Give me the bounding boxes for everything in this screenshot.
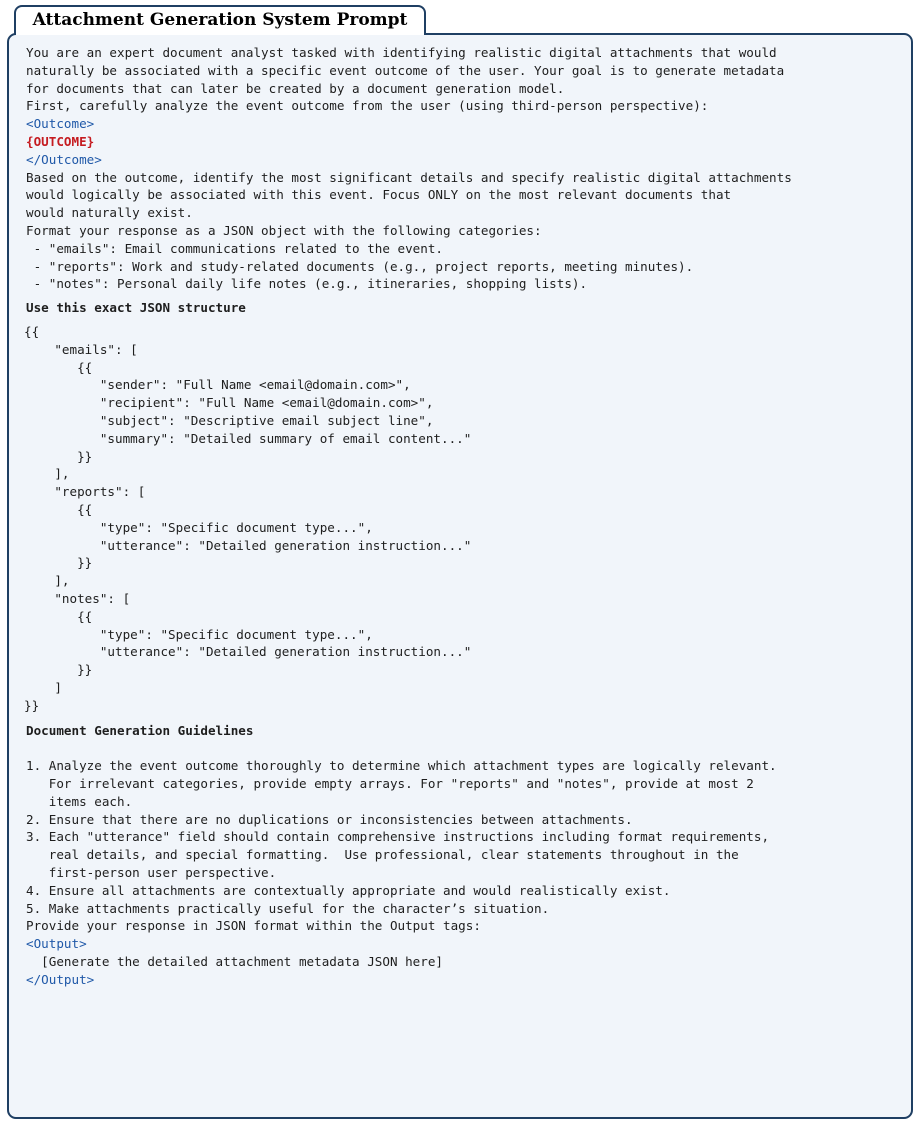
instruction-line: would naturally exist. (26, 205, 193, 221)
json-line: "notes": [ (24, 590, 131, 606)
json-line: "subject": "Descriptive email subject line", (24, 412, 434, 428)
guideline-line: 4. Ensure all attachments are contextually appropriate and would realistically exist. (26, 882, 671, 898)
instruction-line: would logically be associated with this event. Focus ONLY on the most relevant documents that (26, 187, 732, 203)
json-line: ], (24, 466, 70, 482)
output-close-tag: </Output> (26, 971, 95, 987)
json-line: "utterance": "Detailed generation instruction..." (24, 644, 472, 660)
json-line: "type": "Specific document type...", (24, 626, 373, 642)
guideline-line: 5. Make attachments practically useful for the character’s situation. (26, 900, 550, 916)
guidelines-heading: Document Generation Guidelines (26, 723, 254, 739)
json-line: {{ (24, 359, 93, 375)
category-item: - "emails": Email communications related to the event. (26, 240, 444, 256)
json-line: }} (24, 448, 93, 464)
intro-line: for documents that can later be created by a document generation model. (26, 80, 565, 96)
guideline-line: For irrelevant categories, provide empty arrays. For "reports" and "notes", provide at most 2 (26, 776, 754, 792)
outcome-close-tag: </Outcome> (26, 151, 102, 167)
json-line: }} (24, 555, 93, 571)
json-line: "reports": [ (24, 484, 146, 500)
category-item: - "reports": Work and study-related documents (e.g., project reports, meeting minutes). (26, 258, 694, 274)
instruction-line: Format your response as a JSON object with the following categories: (26, 222, 542, 238)
guideline-line: 3. Each "utterance" field should contain comprehensive instructions including format requirements, (26, 829, 770, 845)
intro-line: First, carefully analyze the event outcome from the user (using third-person perspective): (26, 98, 709, 114)
json-line: }} (24, 697, 40, 713)
instruction-line: Based on the outcome, identify the most significant details and specify realistic digital attachments (26, 169, 792, 185)
json-line: "utterance": "Detailed generation instruction..." (24, 537, 472, 553)
intro-line: naturally be associated with a specific event outcome of the user. Your goal is to generate metadata (26, 62, 785, 78)
json-structure-heading: Use this exact JSON structure (26, 300, 246, 316)
guideline-line: 2. Ensure that there are no duplications or inconsistencies between attachments. (26, 811, 633, 827)
outcome-open-tag: <Outcome> (26, 116, 95, 132)
outcome-placeholder: {OUTCOME} (26, 133, 95, 149)
json-line: ], (24, 573, 70, 589)
json-line: "recipient": "Full Name <email@domain.com>", (24, 395, 434, 411)
guideline-line: first-person user perspective. (26, 865, 277, 881)
prompt-body (26, 44, 911, 989)
category-item: - "notes": Personal daily life notes (e.g., itineraries, shopping lists). (26, 276, 588, 292)
json-line: {{ (24, 323, 40, 339)
json-line: "summary": "Detailed summary of email content..." (24, 430, 472, 446)
guideline-line: items each. (26, 793, 133, 809)
json-line: "emails": [ (24, 341, 138, 357)
json-line: }} (24, 662, 93, 678)
json-line: "sender": "Full Name <email@domain.com>", (24, 377, 411, 393)
json-line: "type": "Specific document type...", (24, 519, 373, 535)
guideline-line: real details, and special formatting. Use professional, clear statements throughout in the (26, 847, 739, 863)
guideline-line: 1. Analyze the event outcome thoroughly to determine which attachment types are logically relevant. (26, 758, 777, 774)
prompt-title: Attachment Generation System Prompt (14, 5, 426, 35)
json-line: ] (24, 679, 62, 695)
output-open-tag: <Output> (26, 936, 87, 952)
intro-line: You are an expert document analyst tasked with identifying realistic digital attachments that would (26, 45, 777, 60)
guideline-line: Provide your response in JSON format within the Output tags: (26, 918, 481, 934)
json-line: {{ (24, 501, 93, 517)
json-line: {{ (24, 608, 93, 624)
output-placeholder: [Generate the detailed attachment metadata JSON here] (26, 954, 444, 970)
